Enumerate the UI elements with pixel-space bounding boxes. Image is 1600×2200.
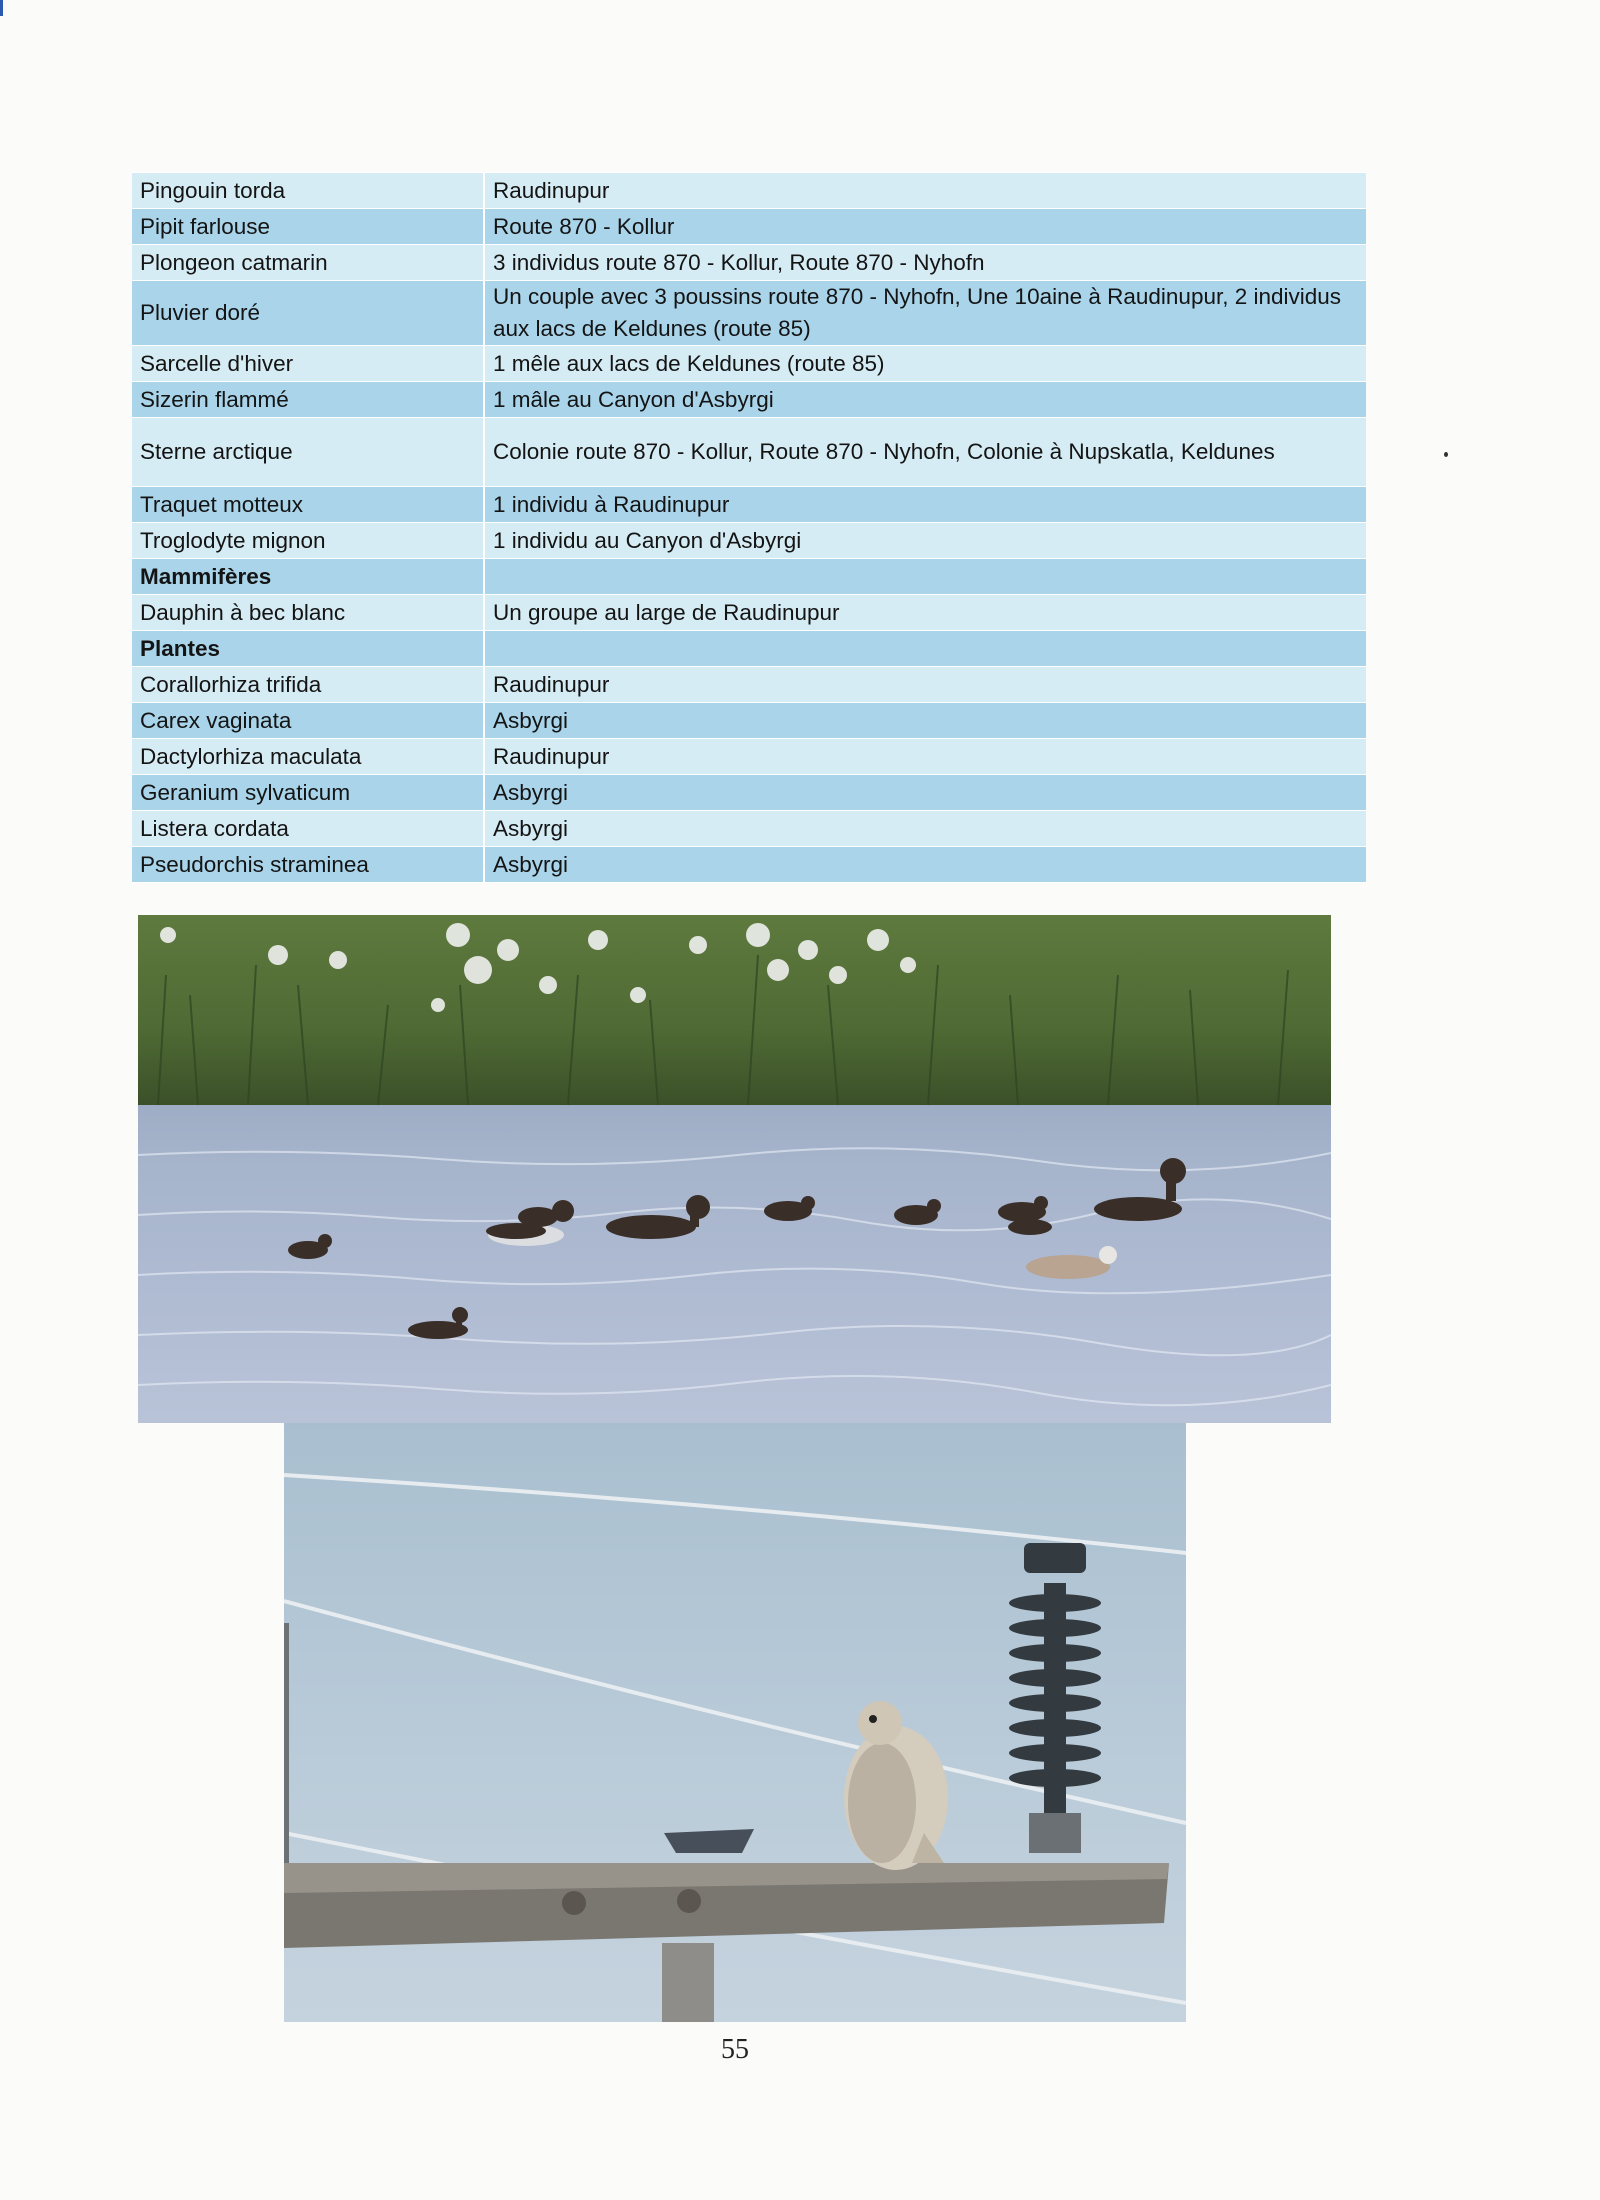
location-cell: Raudinupur (484, 739, 1366, 775)
table-row (132, 173, 1366, 209)
location-cell: Un groupe au large de Raudinupur (484, 595, 1366, 631)
species-name-cell: Corallorhiza trifida (132, 667, 484, 703)
location-cell: 3 individus route 870 - Kollur, Route 870 - Nyhofn (484, 245, 1366, 281)
table-row (132, 847, 1366, 883)
location-cell: Asbyrgi (484, 811, 1366, 847)
location-cell: 1 mêle aux lacs de Keldunes (route 85) (484, 346, 1366, 382)
table-row (132, 418, 1366, 487)
species-name-cell: Sarcelle d'hiver (132, 346, 484, 382)
table-row (132, 346, 1366, 382)
scan-edge-mark (0, 0, 3, 16)
location-cell: 1 individu au Canyon d'Asbyrgi (484, 523, 1366, 559)
species-name-cell: Pluvier doré (132, 281, 484, 346)
location-cell: 1 individu à Raudinupur (484, 487, 1366, 523)
ducks-on-lake-photo (138, 915, 1331, 1423)
section-heading: Mammifères (132, 559, 484, 595)
table-row (132, 595, 1366, 631)
falcon-on-pole-image (284, 1423, 1186, 2022)
table-row (132, 209, 1366, 245)
location-cell: 1 mâle au Canyon d'Asbyrgi (484, 382, 1366, 418)
table-row (132, 775, 1366, 811)
table-row (132, 487, 1366, 523)
ducks-on-lake-image (138, 915, 1331, 1423)
location-cell (484, 559, 1366, 595)
species-name-cell: Dactylorhiza maculata (132, 739, 484, 775)
page-number: 55 (721, 2034, 749, 2065)
species-name-cell: Listera cordata (132, 811, 484, 847)
section-heading: Plantes (132, 631, 484, 667)
location-cell: Asbyrgi (484, 775, 1366, 811)
species-name-cell: Sterne arctique (132, 418, 484, 487)
species-name-cell: Dauphin à bec blanc (132, 595, 484, 631)
location-cell: Raudinupur (484, 173, 1366, 209)
observations-table (132, 172, 1366, 883)
species-name-cell: Traquet motteux (132, 487, 484, 523)
scan-speck (1444, 452, 1448, 457)
species-name-cell: Pingouin torda (132, 173, 484, 209)
table-row (132, 281, 1366, 346)
table-section-row (132, 631, 1366, 667)
species-name-cell: Troglodyte mignon (132, 523, 484, 559)
location-cell (484, 631, 1366, 667)
location-cell: Asbyrgi (484, 703, 1366, 739)
location-cell: Colonie route 870 - Kollur, Route 870 - Nyhofn, Colonie à Nupskatla, Keldunes (484, 418, 1366, 487)
species-name-cell: Pseudorchis straminea (132, 847, 484, 883)
species-name-cell: Plongeon catmarin (132, 245, 484, 281)
table-row (132, 382, 1366, 418)
table-row (132, 523, 1366, 559)
table-row (132, 811, 1366, 847)
table-row (132, 667, 1366, 703)
table-row (132, 703, 1366, 739)
location-cell: Raudinupur (484, 667, 1366, 703)
species-name-cell: Geranium sylvaticum (132, 775, 484, 811)
species-name-cell: Carex vaginata (132, 703, 484, 739)
table-row (132, 245, 1366, 281)
species-name-cell: Pipit farlouse (132, 209, 484, 245)
location-cell: Asbyrgi (484, 847, 1366, 883)
location-cell: Un couple avec 3 poussins route 870 - Nyhofn, Une 10aine à Raudinupur, 2 individus aux lacs de Keldunes (route 85) (484, 281, 1366, 346)
observations-table-body (132, 173, 1366, 883)
species-name-cell: Sizerin flammé (132, 382, 484, 418)
table-row (132, 739, 1366, 775)
falcon-on-pole-photo (284, 1423, 1186, 2022)
location-cell: Route 870 - Kollur (484, 209, 1366, 245)
table-section-row (132, 559, 1366, 595)
